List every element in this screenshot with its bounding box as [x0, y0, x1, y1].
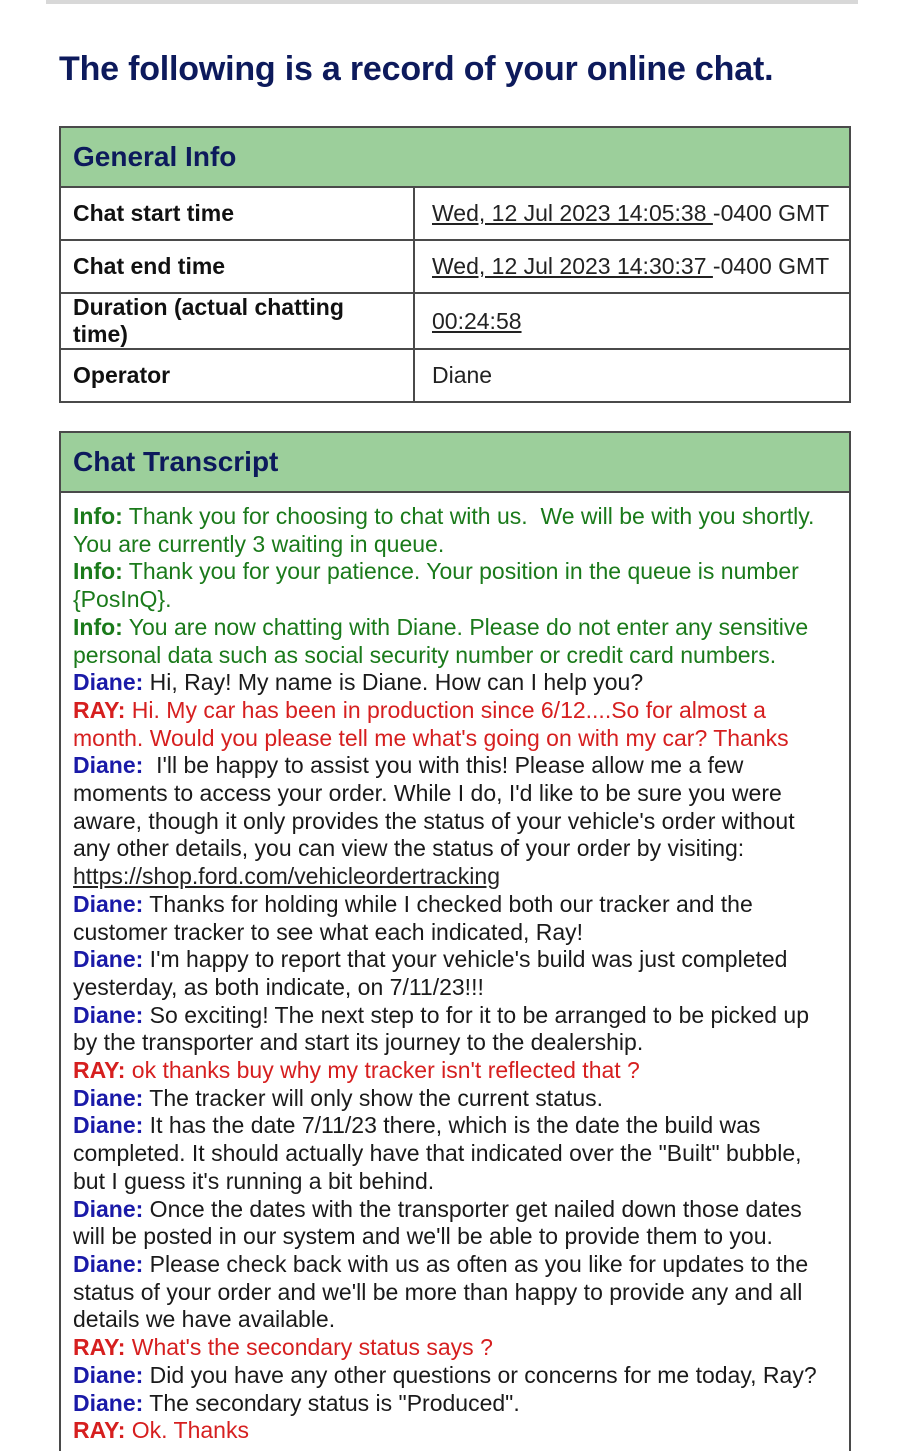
message-speaker: RAY: — [73, 1417, 126, 1444]
message-text: Once the dates with the transporter get nailed down those dates will be posted in our system and we'll be able to provide them to you. — [73, 1195, 809, 1250]
info-value — [414, 188, 849, 240]
info-value — [414, 349, 849, 401]
info-value-text: -0400 GMT — [712, 200, 830, 226]
chat-transcript-body — [61, 493, 849, 1445]
chat-transcript-panel — [59, 431, 851, 1451]
message-speaker: Info: — [73, 613, 123, 640]
message-text: So exciting! The next step to for it to be arranged to be picked up by the transporter and start its journey to the dealership. — [73, 1001, 816, 1056]
message-speaker: Diane: — [73, 1250, 144, 1277]
info-label: Operator — [61, 349, 414, 401]
info-value-text: -0400 GMT — [712, 253, 830, 279]
message-text: Hi, Ray! My name is Diane. How can I help you? — [143, 669, 644, 696]
chat-message — [73, 1112, 837, 1195]
chat-message — [73, 1057, 837, 1085]
chat-message — [73, 752, 837, 891]
message-speaker: Diane: — [73, 752, 144, 779]
info-label: Chat end time — [61, 240, 414, 293]
chat-transcript-header: Chat Transcript — [61, 433, 849, 493]
chat-message — [73, 1417, 837, 1445]
info-row — [61, 293, 849, 349]
info-label: Chat start time — [61, 188, 414, 240]
chat-message — [73, 1085, 837, 1113]
info-row — [61, 240, 849, 293]
message-text: The secondary status is "Produced". — [143, 1389, 520, 1416]
general-info-panel — [59, 126, 851, 403]
info-value-link[interactable]: Wed, 12 Jul 2023 14:30:37 — [432, 253, 713, 279]
message-link[interactable]: https://shop.ford.com/vehicleordertracking — [73, 863, 500, 890]
info-value — [414, 240, 849, 293]
message-text: You are now chatting with Diane. Please do not enter any sensitive personal data such as social security number or credit card numbers. — [73, 613, 815, 668]
message-text: ok thanks buy why my tracker isn't reflected that ? — [125, 1057, 640, 1084]
info-row — [61, 349, 849, 401]
message-speaker: Diane: — [73, 669, 144, 696]
chat-message — [73, 1362, 837, 1390]
general-info-table — [61, 188, 849, 401]
chat-message — [73, 946, 837, 1001]
info-value-link[interactable]: 00:24:58 — [432, 307, 522, 334]
message-speaker: Diane: — [73, 890, 144, 917]
message-text: The tracker will only show the current status. — [143, 1084, 604, 1111]
info-value-text: Diane — [432, 362, 493, 388]
message-speaker: Diane: — [73, 1112, 144, 1139]
message-speaker: Info: — [73, 558, 123, 585]
message-text: Hi. My car has been in production since 6/12....So for almost a month. Would you please tell me what's going on with my car? Thanks — [73, 696, 789, 751]
chat-message — [73, 503, 840, 558]
message-speaker: RAY: — [73, 1334, 126, 1361]
message-speaker: Diane: — [73, 1001, 144, 1028]
message-text: Did you have any other questions or concerns for me today, Ray? — [143, 1361, 817, 1388]
message-text: What's the secondary status says ? — [125, 1334, 493, 1361]
info-label: Duration (actual chatting time) — [61, 293, 414, 349]
message-text: I'll be happy to assist you with this! Please allow me a few moments to access your order. While I do, I'd like to be sure you were aware, though it only provides the status of your vehicle's order without any other details, you can view the status of your order by visiting: — [73, 752, 802, 862]
message-text: Please check back with us as often as you like for updates to the status of your order and we'll be more than happy to provide any and all details we have available. — [73, 1250, 815, 1333]
info-value — [414, 293, 849, 349]
message-text: Ok. Thanks — [125, 1417, 249, 1444]
page-title: The following is a record of your online chat. — [59, 50, 774, 88]
message-speaker: RAY: — [73, 696, 126, 723]
chat-message — [73, 1334, 837, 1362]
chat-message — [73, 1002, 837, 1057]
chat-message — [73, 1251, 837, 1334]
message-speaker: RAY: — [73, 1057, 126, 1084]
message-text: It has the date 7/11/23 there, which is the date the build was completed. It should actually have that indicated over the "Built" bubble, but I guess it's running a bit behind. — [73, 1112, 808, 1194]
message-speaker: Diane: — [73, 946, 144, 973]
message-speaker: Diane: — [73, 1361, 144, 1388]
info-row — [61, 188, 849, 240]
chat-message — [73, 669, 837, 697]
message-text: Thank you for your patience. Your position in the queue is number {PosInQ}. — [73, 558, 806, 613]
chat-message — [73, 558, 837, 613]
message-speaker: Diane: — [73, 1389, 144, 1416]
chat-message — [73, 1390, 837, 1418]
chat-message — [73, 697, 837, 752]
message-speaker: Diane: — [73, 1084, 144, 1111]
message-text: Thank you for choosing to chat with us. We will be with you shortly. You are currently 3 waiting in queue. — [73, 503, 840, 557]
top-divider — [46, 0, 858, 4]
chat-message — [73, 891, 837, 946]
message-speaker: Info: — [73, 503, 123, 529]
message-text: I'm happy to report that your vehicle's build was just completed yesterday, as both indicate, on 7/11/23!!! — [73, 946, 794, 1000]
chat-message — [73, 614, 837, 669]
general-info-header: General Info — [61, 128, 849, 188]
message-text: Thanks for holding while I checked both our tracker and the customer tracker to see what each indicated, Ray! — [73, 890, 760, 945]
message-speaker: Diane: — [73, 1195, 144, 1222]
chat-message — [73, 1196, 837, 1251]
info-value-link[interactable]: Wed, 12 Jul 2023 14:05:38 — [432, 200, 713, 226]
